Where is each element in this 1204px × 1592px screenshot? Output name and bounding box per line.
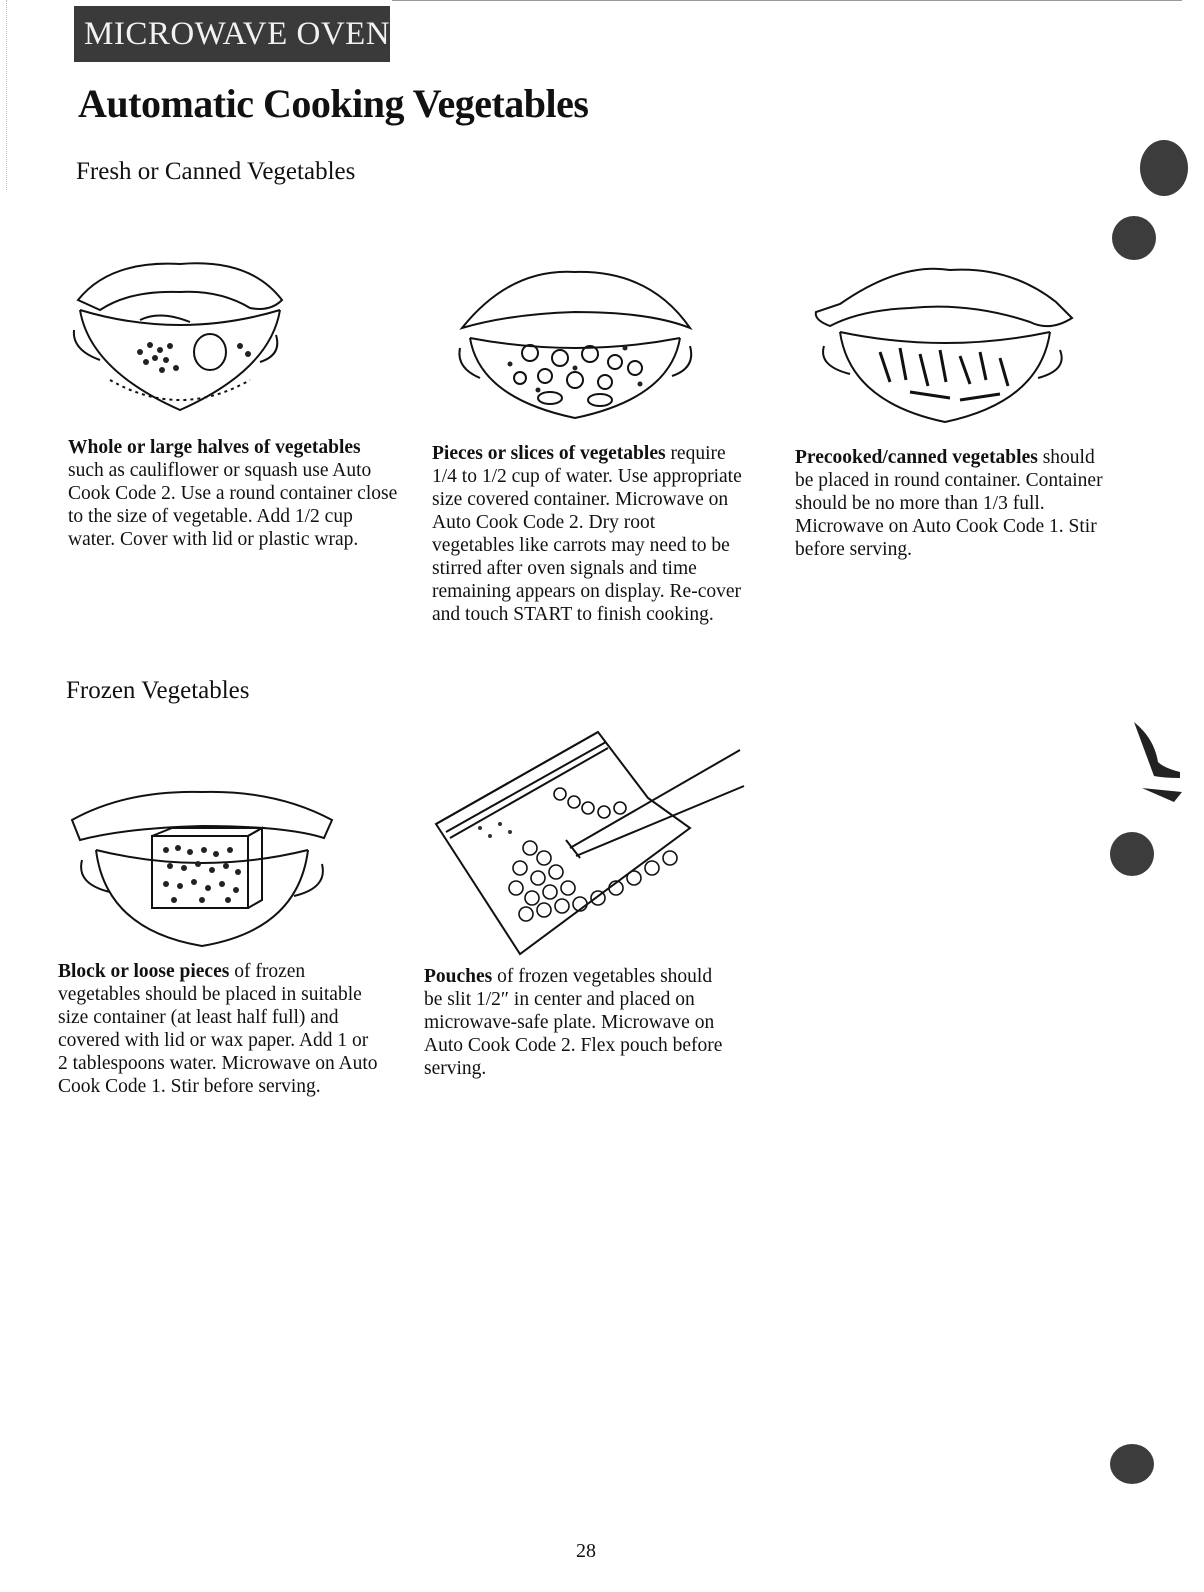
card-whole-vegetables (68, 436, 398, 551)
card-pouches-body: of frozen vegetables should be slit 1/2″ in center and placed on microwave-safe plate. Microwave on Auto Cook Code 2. Flex pouch before serving. (424, 966, 723, 1079)
covered-bowl-canned-vegetables-icon (810, 262, 1080, 432)
card-block-loose (58, 960, 378, 1098)
binder-hole (1140, 140, 1188, 196)
binder-hole (1112, 216, 1156, 260)
section-banner (74, 6, 390, 62)
card-pieces-slices-heading: Pieces or slices of vegetables (432, 443, 666, 464)
card-pieces-slices-body: require 1/4 to 1/2 cup of water. Use appropriate size covered container. Microwave on Auto Cook Code 2. Dry root vegetables like carrots may need to be stirred after oven signals and time remaining appears on display. Re-cover and touch START to finish cooking. (432, 443, 742, 625)
section-title-fresh: Fresh or Canned Vegetables (76, 158, 356, 185)
card-block-loose-body: of frozen vegetables should be placed in suitable size container (at least half full) and covered with lid or wax paper. Add 1 or 2 tablespoons water. Microwave on Auto Cook Code 1. Stir before serving. (58, 961, 378, 1097)
covered-bowl-sliced-vegetables-icon (450, 258, 700, 428)
covered-bowl-whole-vegetable-icon (70, 250, 290, 420)
card-precooked-canned-heading: Precooked/canned vegetables (795, 447, 1038, 468)
section-title-frozen: Frozen Vegetables (66, 677, 250, 704)
binder-hole (1110, 1444, 1154, 1484)
card-whole-vegetables-body: such as cauliflower or squash use Auto Cook Code 2. Use a round container close to the size of vegetable. Add 1/2 cup water. Cover with lid or plastic wrap. (68, 460, 398, 550)
scan-artifact-mark (1124, 718, 1184, 808)
section-banner-label: MICROWAVE OVEN (84, 16, 391, 52)
binder-hole (1110, 832, 1154, 876)
top-rule (392, 0, 1182, 1)
card-block-loose-heading: Block or loose pieces (58, 961, 230, 982)
card-pouches (424, 965, 724, 1080)
card-pouches-heading: Pouches (424, 966, 493, 987)
page-number: 28 (576, 1540, 596, 1562)
card-pieces-slices (432, 442, 742, 626)
card-whole-vegetables-heading: Whole or large halves of vegetables (68, 437, 361, 458)
pouch-being-slit-icon (420, 728, 750, 958)
card-precooked-canned-body: should be placed in round container. Container should be no more than 1/3 full. Microwave on Auto Cook Code 1. Stir before serving. (795, 447, 1103, 560)
covered-bowl-frozen-block-icon (66, 780, 338, 952)
card-precooked-canned (795, 446, 1105, 561)
page-title: Automatic Cooking Vegetables (78, 81, 589, 126)
scan-margin-marks (6, 0, 15, 190)
